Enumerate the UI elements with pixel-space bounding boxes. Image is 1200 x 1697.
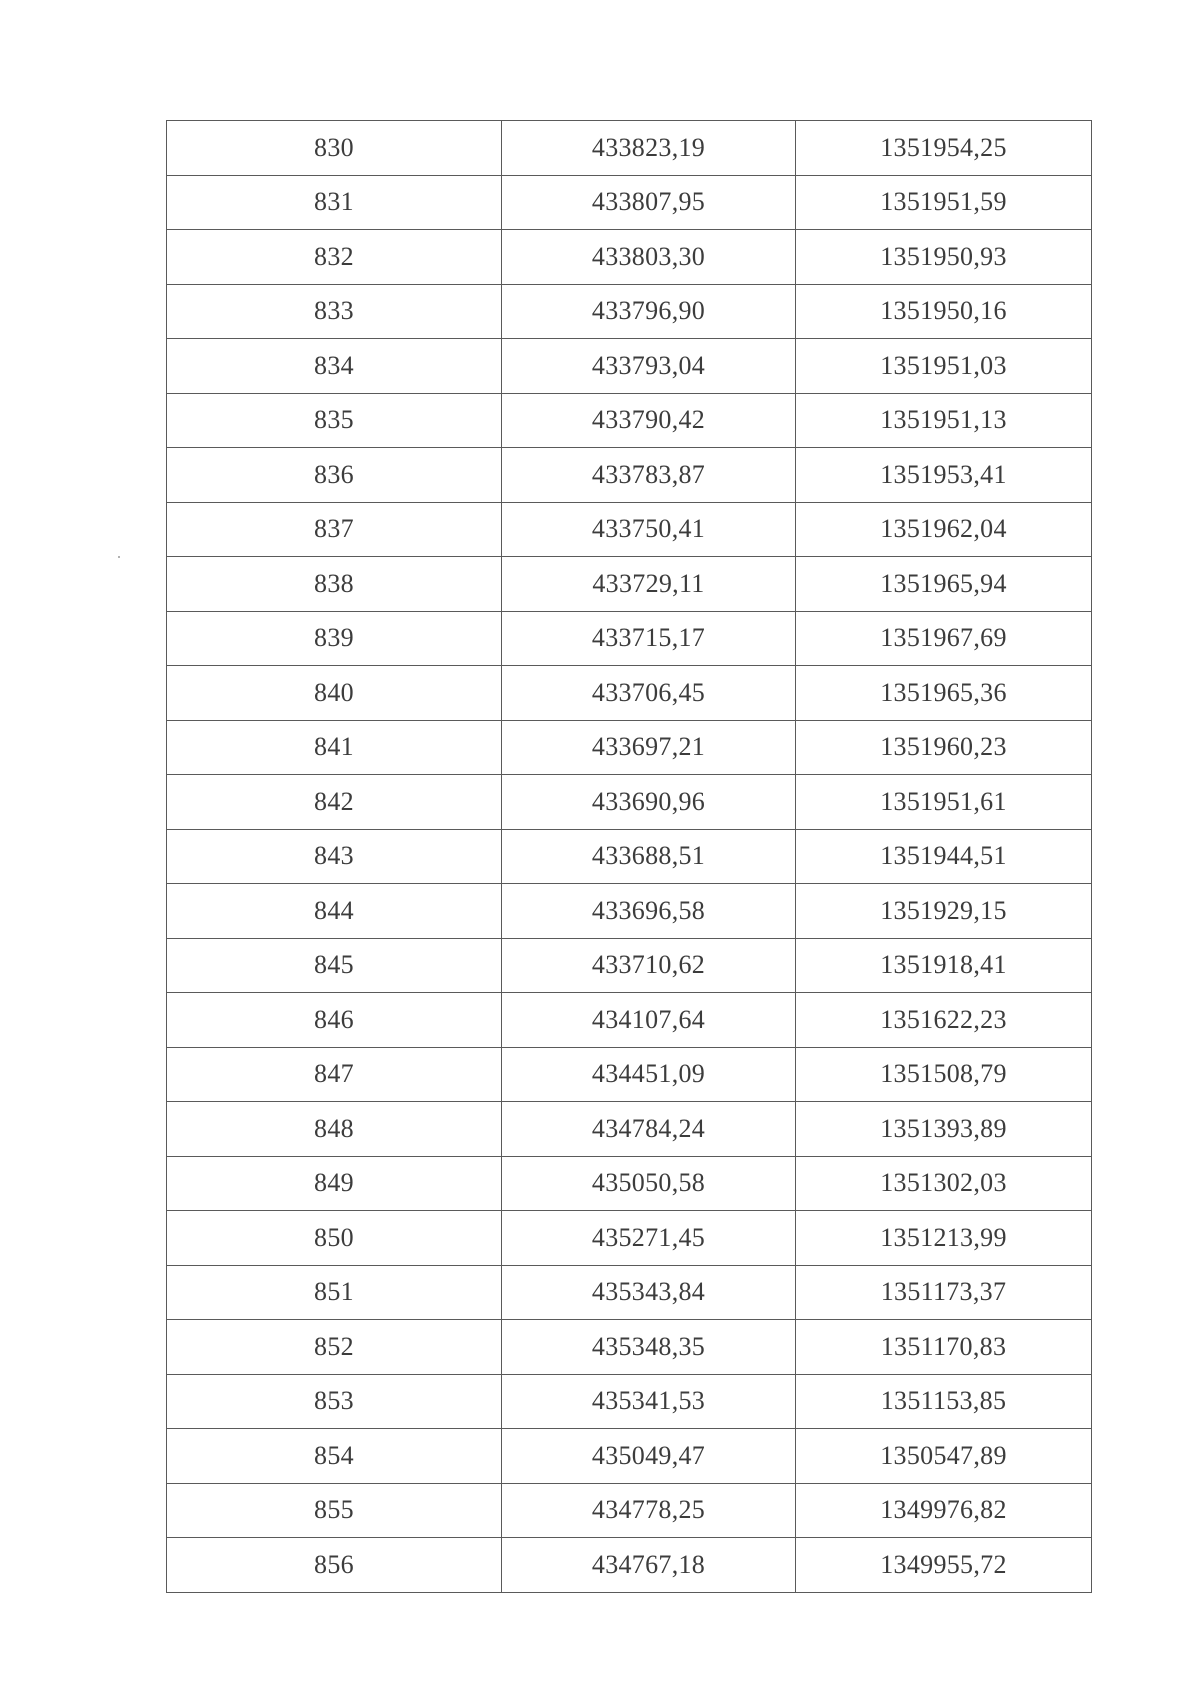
table-row (167, 829, 1092, 884)
table-row (167, 1211, 1092, 1266)
table-row (167, 557, 1092, 612)
x-coordinate-cell: 433706,45 (502, 666, 796, 721)
table-row (167, 1320, 1092, 1375)
point-number-cell: 853 (167, 1374, 502, 1429)
y-coordinate-cell: 1351622,23 (796, 993, 1092, 1048)
x-coordinate-cell: 433710,62 (502, 938, 796, 993)
point-number-cell: 833 (167, 284, 502, 339)
table-row (167, 1102, 1092, 1157)
point-number-cell: 850 (167, 1211, 502, 1266)
y-coordinate-cell: 1351965,36 (796, 666, 1092, 721)
table-row (167, 993, 1092, 1048)
x-coordinate-cell: 434778,25 (502, 1483, 796, 1538)
table-row (167, 1483, 1092, 1538)
table-row (167, 775, 1092, 830)
point-number-cell: 844 (167, 884, 502, 939)
scan-speck (118, 556, 120, 558)
point-number-cell: 847 (167, 1047, 502, 1102)
coordinates-table-body (167, 121, 1092, 1593)
x-coordinate-cell: 434107,64 (502, 993, 796, 1048)
y-coordinate-cell: 1351962,04 (796, 502, 1092, 557)
point-number-cell: 842 (167, 775, 502, 830)
x-coordinate-cell: 433803,30 (502, 230, 796, 285)
x-coordinate-cell: 435341,53 (502, 1374, 796, 1429)
table-row (167, 230, 1092, 285)
x-coordinate-cell: 433729,11 (502, 557, 796, 612)
y-coordinate-cell: 1350547,89 (796, 1429, 1092, 1484)
point-number-cell: 837 (167, 502, 502, 557)
x-coordinate-cell: 433807,95 (502, 175, 796, 230)
point-number-cell: 840 (167, 666, 502, 721)
table-row (167, 175, 1092, 230)
point-number-cell: 855 (167, 1483, 502, 1538)
x-coordinate-cell: 433783,87 (502, 448, 796, 503)
table-row (167, 121, 1092, 176)
x-coordinate-cell: 433790,42 (502, 393, 796, 448)
x-coordinate-cell: 435343,84 (502, 1265, 796, 1320)
table-row (167, 720, 1092, 775)
point-number-cell: 838 (167, 557, 502, 612)
coordinates-table (166, 120, 1092, 1593)
y-coordinate-cell: 1351508,79 (796, 1047, 1092, 1102)
x-coordinate-cell: 434451,09 (502, 1047, 796, 1102)
y-coordinate-cell: 1349976,82 (796, 1483, 1092, 1538)
y-coordinate-cell: 1351170,83 (796, 1320, 1092, 1375)
y-coordinate-cell: 1351953,41 (796, 448, 1092, 503)
x-coordinate-cell: 435348,35 (502, 1320, 796, 1375)
point-number-cell: 851 (167, 1265, 502, 1320)
point-number-cell: 846 (167, 993, 502, 1048)
point-number-cell: 832 (167, 230, 502, 285)
table-row (167, 884, 1092, 939)
y-coordinate-cell: 1349955,72 (796, 1538, 1092, 1593)
x-coordinate-cell: 434784,24 (502, 1102, 796, 1157)
y-coordinate-cell: 1351951,59 (796, 175, 1092, 230)
point-number-cell: 836 (167, 448, 502, 503)
table-row (167, 393, 1092, 448)
table-row (167, 1538, 1092, 1593)
point-number-cell: 839 (167, 611, 502, 666)
x-coordinate-cell: 434767,18 (502, 1538, 796, 1593)
x-coordinate-cell: 433696,58 (502, 884, 796, 939)
table-row (167, 502, 1092, 557)
x-coordinate-cell: 433796,90 (502, 284, 796, 339)
x-coordinate-cell: 433715,17 (502, 611, 796, 666)
point-number-cell: 831 (167, 175, 502, 230)
y-coordinate-cell: 1351950,93 (796, 230, 1092, 285)
x-coordinate-cell: 435049,47 (502, 1429, 796, 1484)
point-number-cell: 856 (167, 1538, 502, 1593)
y-coordinate-cell: 1351918,41 (796, 938, 1092, 993)
y-coordinate-cell: 1351153,85 (796, 1374, 1092, 1429)
table-row (167, 666, 1092, 721)
x-coordinate-cell: 433823,19 (502, 121, 796, 176)
y-coordinate-cell: 1351213,99 (796, 1211, 1092, 1266)
y-coordinate-cell: 1351393,89 (796, 1102, 1092, 1157)
x-coordinate-cell: 433793,04 (502, 339, 796, 394)
table-row (167, 611, 1092, 666)
x-coordinate-cell: 435050,58 (502, 1156, 796, 1211)
table-row (167, 339, 1092, 394)
point-number-cell: 849 (167, 1156, 502, 1211)
table-row (167, 448, 1092, 503)
point-number-cell: 852 (167, 1320, 502, 1375)
table-row (167, 1156, 1092, 1211)
point-number-cell: 835 (167, 393, 502, 448)
y-coordinate-cell: 1351951,03 (796, 339, 1092, 394)
y-coordinate-cell: 1351302,03 (796, 1156, 1092, 1211)
table-row (167, 1265, 1092, 1320)
y-coordinate-cell: 1351944,51 (796, 829, 1092, 884)
y-coordinate-cell: 1351954,25 (796, 121, 1092, 176)
y-coordinate-cell: 1351929,15 (796, 884, 1092, 939)
point-number-cell: 848 (167, 1102, 502, 1157)
point-number-cell: 841 (167, 720, 502, 775)
x-coordinate-cell: 433697,21 (502, 720, 796, 775)
table-row (167, 1429, 1092, 1484)
x-coordinate-cell: 435271,45 (502, 1211, 796, 1266)
y-coordinate-cell: 1351951,61 (796, 775, 1092, 830)
y-coordinate-cell: 1351950,16 (796, 284, 1092, 339)
y-coordinate-cell: 1351967,69 (796, 611, 1092, 666)
table-row (167, 938, 1092, 993)
point-number-cell: 843 (167, 829, 502, 884)
y-coordinate-cell: 1351173,37 (796, 1265, 1092, 1320)
x-coordinate-cell: 433688,51 (502, 829, 796, 884)
y-coordinate-cell: 1351960,23 (796, 720, 1092, 775)
point-number-cell: 830 (167, 121, 502, 176)
y-coordinate-cell: 1351951,13 (796, 393, 1092, 448)
y-coordinate-cell: 1351965,94 (796, 557, 1092, 612)
table-row (167, 1374, 1092, 1429)
x-coordinate-cell: 433750,41 (502, 502, 796, 557)
point-number-cell: 845 (167, 938, 502, 993)
point-number-cell: 854 (167, 1429, 502, 1484)
point-number-cell: 834 (167, 339, 502, 394)
table-row (167, 284, 1092, 339)
table-row (167, 1047, 1092, 1102)
x-coordinate-cell: 433690,96 (502, 775, 796, 830)
